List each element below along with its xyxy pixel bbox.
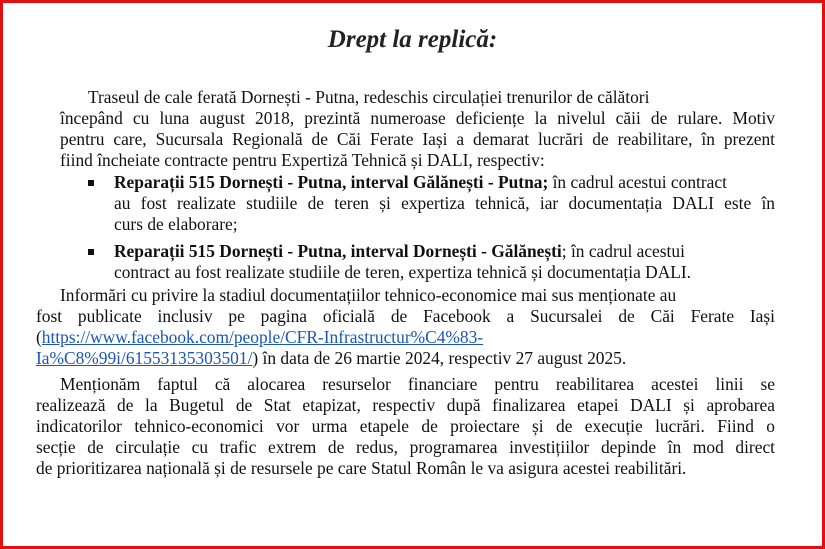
p3-line-5: de prioritizarea națională și de resursele pe care Statul Român le va asigura acestei reabilitări. bbox=[36, 458, 687, 478]
p2-line-4 bbox=[36, 348, 626, 368]
p2-line-1: Informări cu privire la stadiul documentațiilor tehnico-economice mai sus menționate au bbox=[60, 285, 677, 305]
p1-line-4: fiind încheiate contracte pentru Expertiză Tehnică și DALI, respectiv: bbox=[60, 150, 545, 170]
bullet-2-line-2: contract au fost realizate studiile de teren, expertiza tehnică și documentația DALI. bbox=[114, 262, 692, 282]
bullet-1-line-3: curs de elaborare; bbox=[114, 214, 238, 234]
p2-line-4-text: ) în data de 26 martie 2024, respectiv 27 august 2025. bbox=[252, 348, 627, 368]
p2-line-3 bbox=[36, 327, 483, 347]
facebook-link-part-1[interactable]: https://www.facebook.com/people/CFR-Infrastructur%C4%83- bbox=[41, 327, 484, 347]
bullet-marker-2 bbox=[88, 249, 94, 255]
bullet-marker-1 bbox=[88, 180, 94, 186]
bullet-1-line-2: au fost realizate studiile de teren și expertiza tehnică, iar documentația DALI este în bbox=[114, 193, 775, 213]
p3-line-3: indicatorilor tehnico-economici vor urma etapele de proiectare și de execuție lucrări. Fiind o bbox=[36, 416, 775, 436]
facebook-link-part-2[interactable]: Ia%C8%99i/61553135303501/ bbox=[36, 348, 253, 368]
page-title: Drept la replică: bbox=[327, 26, 498, 53]
p1-line-2: începând cu luna august 2018, prezintă numeroase deficiențe la nivelul căii de rulare. Motiv bbox=[60, 108, 775, 128]
bullet-2-bold-text: Reparații 515 Dornești - Putna, interval Dornești - Gălănești bbox=[114, 241, 562, 261]
p1-line-1: Traseul de cale ferată Dornești - Putna, redeschis circulației trenurilor de călători bbox=[88, 87, 650, 107]
bullet-1-text: în cadrul acestui contract bbox=[548, 172, 727, 192]
p3-line-1: Menționăm faptul că alocarea resurselor financiare pentru reabilitarea acestei linii se bbox=[60, 374, 775, 394]
p2-open-paren: ( bbox=[36, 327, 42, 347]
p3-line-2: realizează de la Bugetul de Stat etapizat, respectiv după finalizarea etapei DALI și aprobarea bbox=[36, 395, 775, 415]
p3-line-4: secție de circulație cu trafic extrem de redus, programarea investițiilor depinde în mod direct bbox=[36, 437, 775, 457]
bullet-1-bold-text: Reparații 515 Dornești - Putna, interval Gălănești - Putna; bbox=[114, 172, 549, 192]
bullet-2-line-1 bbox=[114, 241, 685, 261]
p2-line-2: fost publicate inclusiv pe pagina oficială de Facebook a Sucursalei de Căi Ferate Iași bbox=[36, 306, 775, 326]
p1-line-3: pentru care, Sucursala Regională de Căi Ferate Iași a demarat lucrări de reabilitare, în prezent bbox=[60, 129, 775, 149]
bullet-1-line-1 bbox=[114, 172, 727, 192]
bullet-2-text: ; în cadrul acestui bbox=[561, 241, 685, 261]
